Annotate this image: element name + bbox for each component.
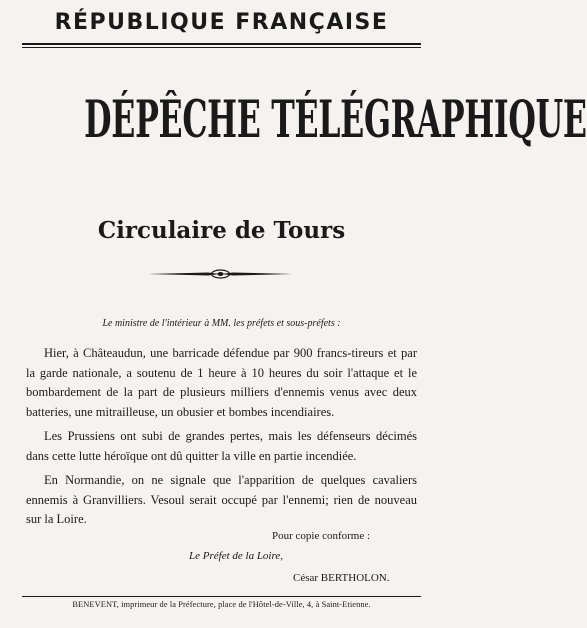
prefect-title: Le Préfet de la Loire, bbox=[189, 550, 283, 562]
bottom-rule bbox=[22, 596, 421, 597]
circular-subtitle: Circulaire de Tours bbox=[97, 217, 346, 244]
dispatch-title: DÉPÊCHE TÉLÉGRAPHIQUE bbox=[84, 90, 587, 150]
top-rule bbox=[22, 43, 421, 45]
paragraph-chateaudun: Hier, à Châteaudun, une barricade défendue par 900 francs-tireurs et par la garde nationale, a soutenu de 1 heure à 10 heures du soir l'attaque et le bombardement de la part de plusieurs milliers d'ennemis venus avec deux batteries, une mitrailleuse, un obusier et bombes incendiaires. bbox=[26, 346, 417, 419]
republic-heading: RÉPUBLIQUE FRANÇAISE bbox=[54, 10, 389, 35]
copy-certification: Pour copie conforme : bbox=[272, 530, 371, 542]
ornament-divider bbox=[148, 268, 293, 280]
paragraph-normandie: En Normandie, on ne signale que l'apparition de quelques cavaliers ennemis à Granvilliers. Vesoul serait occupé par l'ennemi; rien de nouveau sur la Loire. bbox=[26, 473, 417, 526]
paragraph-prussians: Les Prussiens ont subi de grandes pertes, mais les défenseurs décimés dans cette lutte héroïque ont dû quitter la ville en partie incendiée. bbox=[26, 429, 417, 463]
signatory-name: César BERTHOLON. bbox=[293, 572, 390, 584]
address-line: Le ministre de l'intérieur à MM. les préfets et sous-préfets : bbox=[102, 318, 341, 329]
top-rule-thin bbox=[22, 47, 421, 48]
printer-imprint: BENEVENT, imprimeur de la Préfecture, place de l'Hôtel-de-Ville, 4, à Saint-Etienne. bbox=[72, 600, 371, 609]
